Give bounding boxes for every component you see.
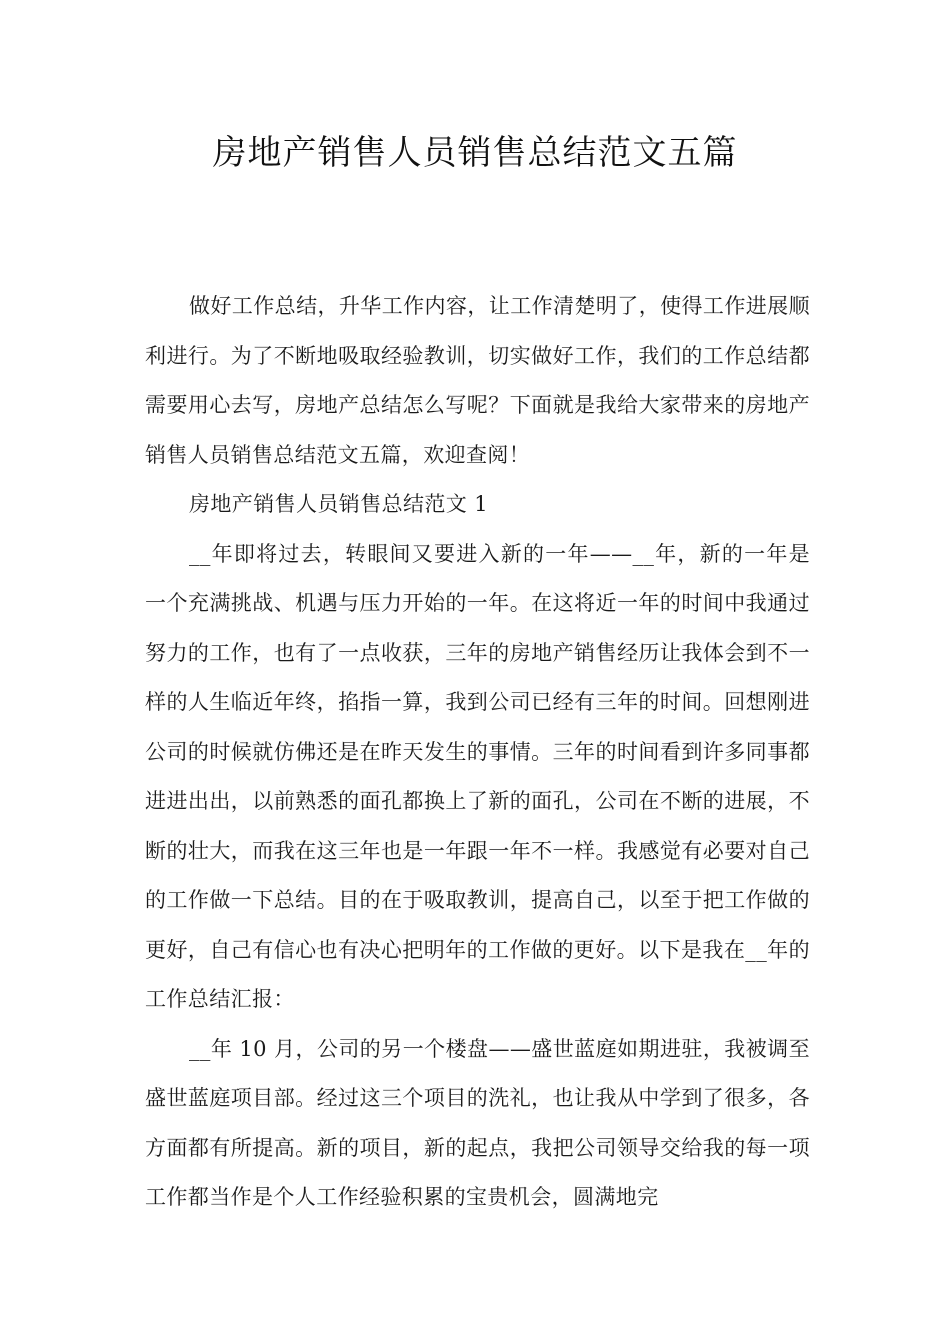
body-paragraph: __年 10 月，公司的另一个楼盘——盛世蓝庭如期进驻，我被调至盛世蓝庭项目部。经过这三个项目的洗礼，也让我从中学到了很多，各方面都有所提高。新的项目，新的起点，我把公司领导交给我的每一项工作都当作是个人工作经验积累的宝贵机会，圆满地完 [145,1036,810,1209]
document-body [145,282,810,1223]
body-paragraph: __年即将过去，转眼间又要进入新的一年——__年，新的一年是一个充满挑战、机遇与压力开始的一年。在这将近一年的时间中我通过努力的工作，也有了一点收获，三年的房地产销售经历让我体会到不一样的人生临近年终，掐指一算，我到公司已经有三年的时间。回想刚进公司的时候就仿佛还是在昨天发生的事情。三年的时间看到许多同事都进进出出，以前熟悉的面孔都换上了新的面孔，公司在不断的进展，不断的壮大，而我在这三年也是一年跟一年不一样。我感觉有必要对自己的工作做一下总结。目的在于吸取教训，提高自己，以至于把工作做的更好，自己有信心也有决心把明年的工作做的更好。以下是我在__年的工作总结汇报： [145,541,810,1011]
document-title: 房地产销售人员销售总结范文五篇 [212,133,738,173]
section-heading: 房地产销售人员销售总结范文 1 [189,492,489,516]
intro-paragraph: 做好工作总结，升华工作内容，让工作清楚明了，使得工作进展顺利进行。为了不断地吸取经验教训，切实做好工作，我们的工作总结都需要用心去写，房地产总结怎么写呢？下面就是我给大家带来的房地产销售人员销售总结范文五篇，欢迎查阅！ [145,294,810,467]
